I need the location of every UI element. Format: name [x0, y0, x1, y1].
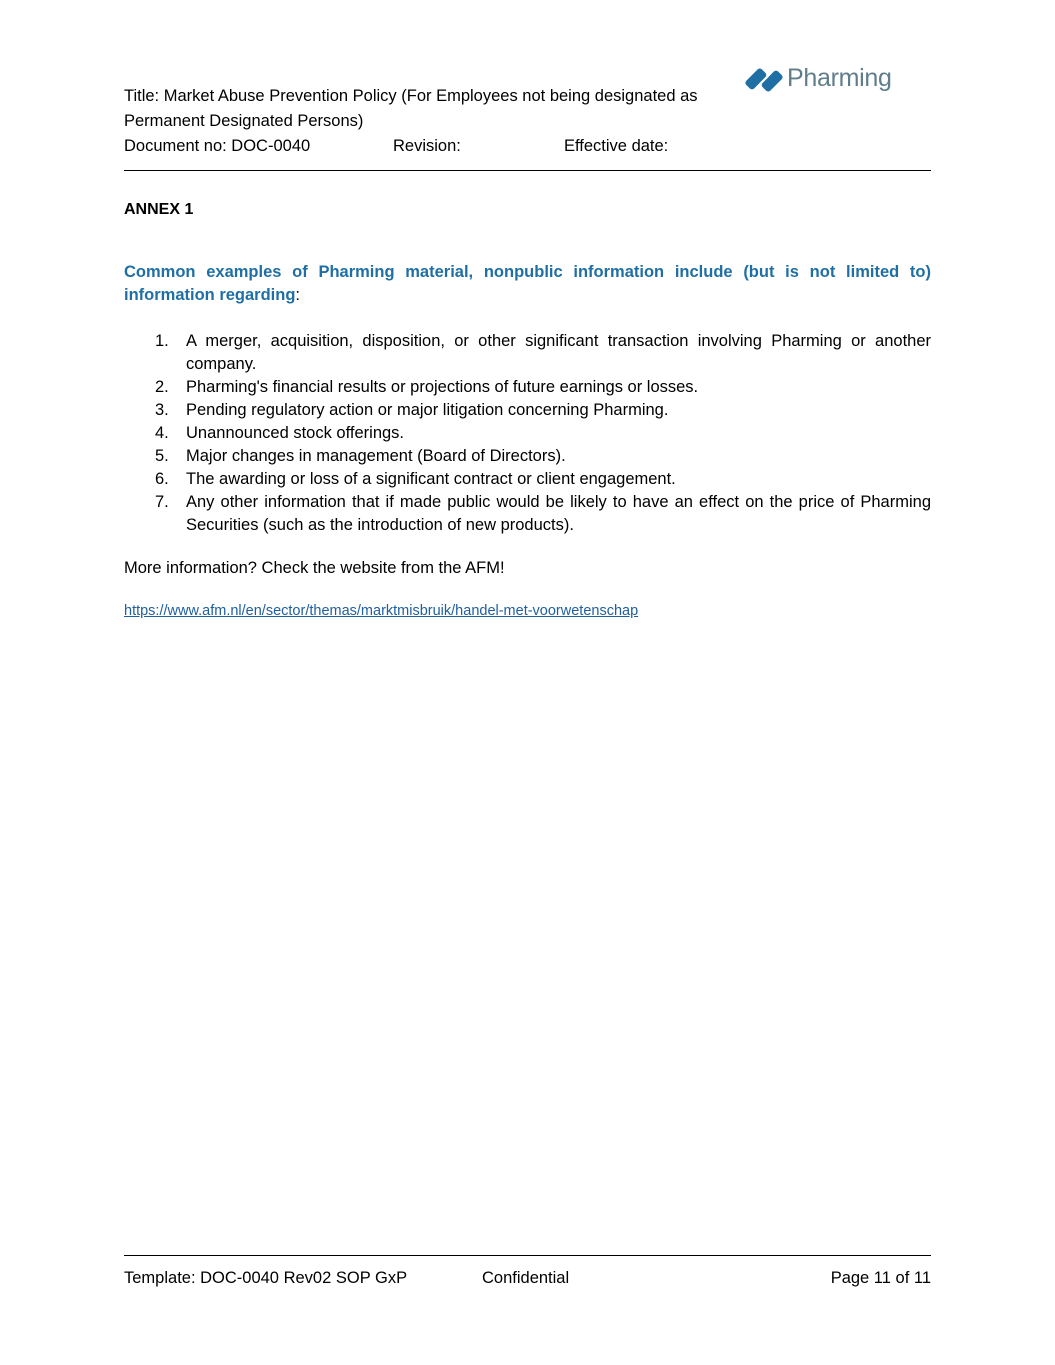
list-item-text: Major changes in management (Board of Directors).: [186, 447, 566, 465]
list-item: [124, 330, 931, 376]
afm-website-link[interactable]: https://www.afm.nl/en/sector/themas/marktmisbruik/handel-met-voorwetenschap: [124, 603, 639, 619]
pharming-logo-icon: [744, 60, 784, 100]
document-number: Document no: DOC-0040: [124, 137, 311, 155]
list-item: [124, 468, 931, 491]
pharming-logo: [744, 60, 894, 100]
document-title: Title: Market Abuse Prevention Policy (For Employees not being designated as Permanent Designated Persons): [124, 87, 698, 130]
footer-confidential: Confidential: [482, 1269, 570, 1287]
list-item-number: 3.: [155, 401, 169, 419]
list-item-number: 1.: [155, 332, 169, 350]
list-item-text: The awarding or loss of a significant contract or client engagement.: [186, 470, 676, 488]
annex-heading: ANNEX 1: [124, 201, 194, 218]
list-item: [124, 422, 931, 445]
list-item-number: 7.: [155, 493, 169, 511]
list-item: [124, 491, 931, 537]
effective-date-label: Effective date:: [564, 137, 669, 155]
list-item-number: 4.: [155, 424, 169, 442]
examples-list: [124, 330, 931, 537]
list-item: [124, 399, 931, 422]
annex-intro-highlight: Common examples of Pharming material, nonpublic information include (but is not limited to) information regarding: [124, 263, 931, 304]
list-item: [124, 445, 931, 468]
revision-label: Revision:: [393, 137, 461, 155]
list-item-text: Unannounced stock offerings.: [186, 424, 405, 442]
footer-page-number: Page 11 of 11: [830, 1269, 931, 1287]
list-item: [124, 376, 931, 399]
more-info-text: More information? Check the website from the AFM!: [124, 559, 505, 577]
footer-template: Template: DOC-0040 Rev02 SOP GxP: [124, 1269, 408, 1287]
list-item-number: 5.: [155, 447, 169, 465]
footer-divider: [124, 1255, 931, 1256]
list-item-text: A merger, acquisition, disposition, or other significant transaction involving Pharming or another company.: [186, 332, 931, 373]
annex-intro-suffix: :: [295, 286, 301, 304]
list-item-number: 6.: [155, 470, 169, 488]
list-item-number: 2.: [155, 378, 169, 396]
list-item-text: Pending regulatory action or major litigation concerning Pharming.: [186, 401, 669, 419]
list-item-text: Pharming's financial results or projections of future earnings or losses.: [186, 378, 699, 396]
header-divider: [124, 170, 931, 171]
pharming-logo-text: Pharming: [787, 64, 892, 92]
list-item-text: Any other information that if made public would be likely to have an effect on the price of Pharming Securities (such as the introduction of new products).: [186, 493, 931, 534]
annex-intro: [124, 261, 931, 307]
